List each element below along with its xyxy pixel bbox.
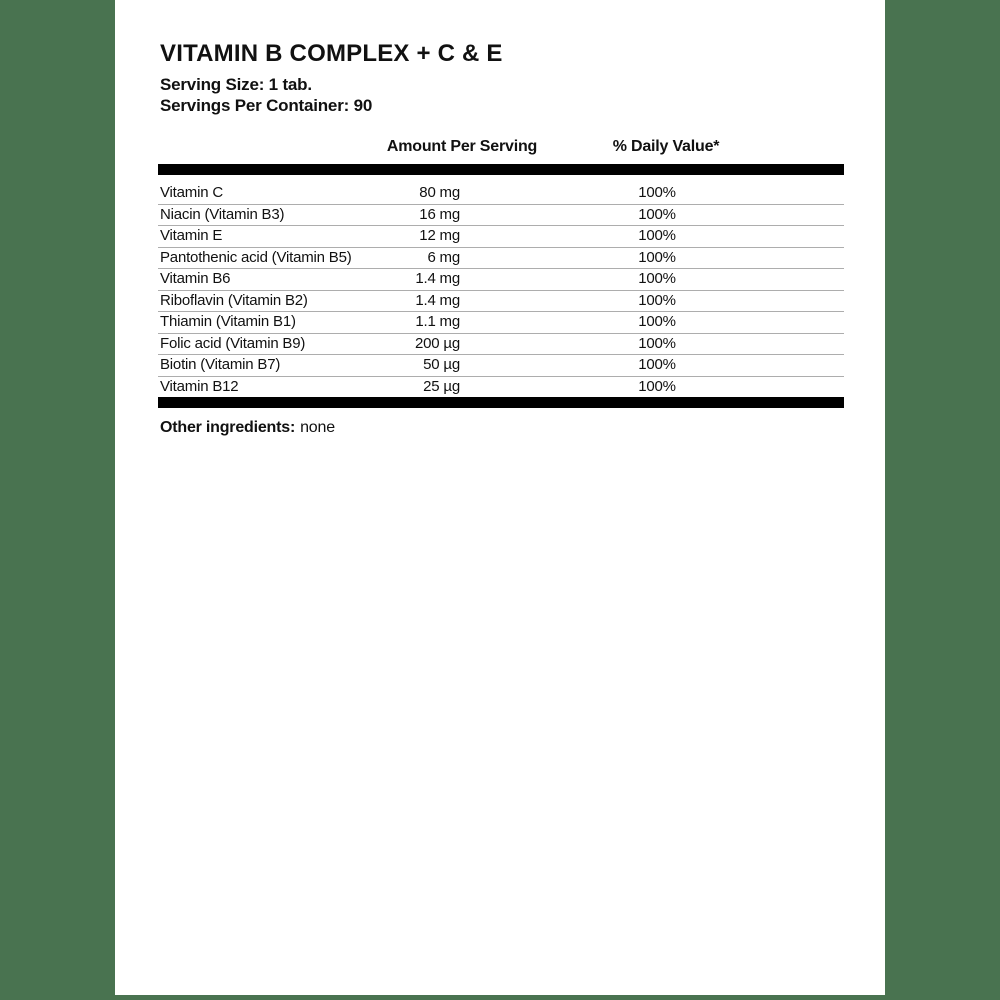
nutrient-amount: 50 µg [423, 356, 460, 373]
nutrient-daily-value: 100% [638, 270, 676, 287]
table-row [158, 205, 844, 227]
other-ingredients-value: none [300, 419, 335, 436]
table-row [158, 269, 844, 291]
nutrient-daily-value: 100% [638, 334, 676, 352]
nutrient-amount: 25 µg [423, 377, 460, 395]
nutrient-daily-value: 100% [638, 377, 676, 395]
nutrient-name: Vitamin C [160, 184, 223, 201]
nutrient-daily-value: 100% [638, 313, 676, 330]
nutrient-name: Vitamin B12 [160, 377, 239, 395]
nutrient-name: Pantothenic acid (Vitamin B5) [160, 248, 352, 266]
nutrient-amount: 1.4 mg [415, 291, 460, 309]
table-body [158, 175, 844, 397]
table-row [158, 291, 844, 313]
table-row [158, 377, 844, 398]
nutrient-daily-value: 100% [638, 248, 676, 266]
table-header-row [158, 138, 844, 158]
table-row [158, 175, 844, 205]
nutrient-daily-value: 100% [638, 227, 676, 244]
nutrient-daily-value: 100% [638, 205, 676, 223]
daily-value-header: % Daily Value* [612, 138, 720, 155]
product-title: VITAMIN B COMPLEX + C & E [160, 40, 503, 67]
nutrient-amount: 6 mg [427, 248, 460, 266]
nutrient-amount: 200 µg [415, 334, 460, 352]
table-row [158, 248, 844, 270]
header-divider-bar [158, 164, 844, 175]
nutrient-amount: 1.1 mg [415, 313, 460, 330]
nutrient-name: Riboflavin (Vitamin B2) [160, 291, 308, 309]
table-bottom-bar [158, 397, 844, 408]
nutrient-amount: 1.4 mg [415, 270, 460, 287]
other-ingredients-line [160, 419, 844, 437]
serving-info [160, 74, 844, 116]
nutrient-daily-value: 100% [638, 184, 676, 201]
nutrient-daily-value: 100% [638, 356, 676, 373]
serving-size-line: Serving Size: 1 tab. [160, 75, 312, 94]
nutrient-name: Folic acid (Vitamin B9) [160, 334, 306, 352]
nutrient-daily-value: 100% [638, 291, 676, 309]
supplement-facts-table [158, 138, 844, 408]
nutrient-name: Biotin (Vitamin B7) [160, 356, 281, 373]
table-row [158, 355, 844, 377]
label-content [158, 42, 844, 437]
nutrient-name: Thiamin (Vitamin B1) [160, 313, 296, 330]
nutrient-amount: 16 mg [419, 205, 460, 223]
nutrient-name: Vitamin E [160, 227, 223, 244]
table-row [158, 334, 844, 356]
nutrient-name: Niacin (Vitamin B3) [160, 205, 285, 223]
nutrient-amount: 80 mg [419, 184, 460, 201]
table-row [158, 312, 844, 334]
amount-per-serving-header: Amount Per Serving [386, 138, 538, 155]
nutrient-amount: 12 mg [419, 227, 460, 244]
table-row [158, 226, 844, 248]
servings-per-container-line: Servings Per Container: 90 [160, 96, 373, 115]
nutrient-name: Vitamin B6 [160, 270, 231, 287]
other-ingredients-label: Other ingredients: [160, 419, 296, 436]
label-page [115, 0, 885, 995]
